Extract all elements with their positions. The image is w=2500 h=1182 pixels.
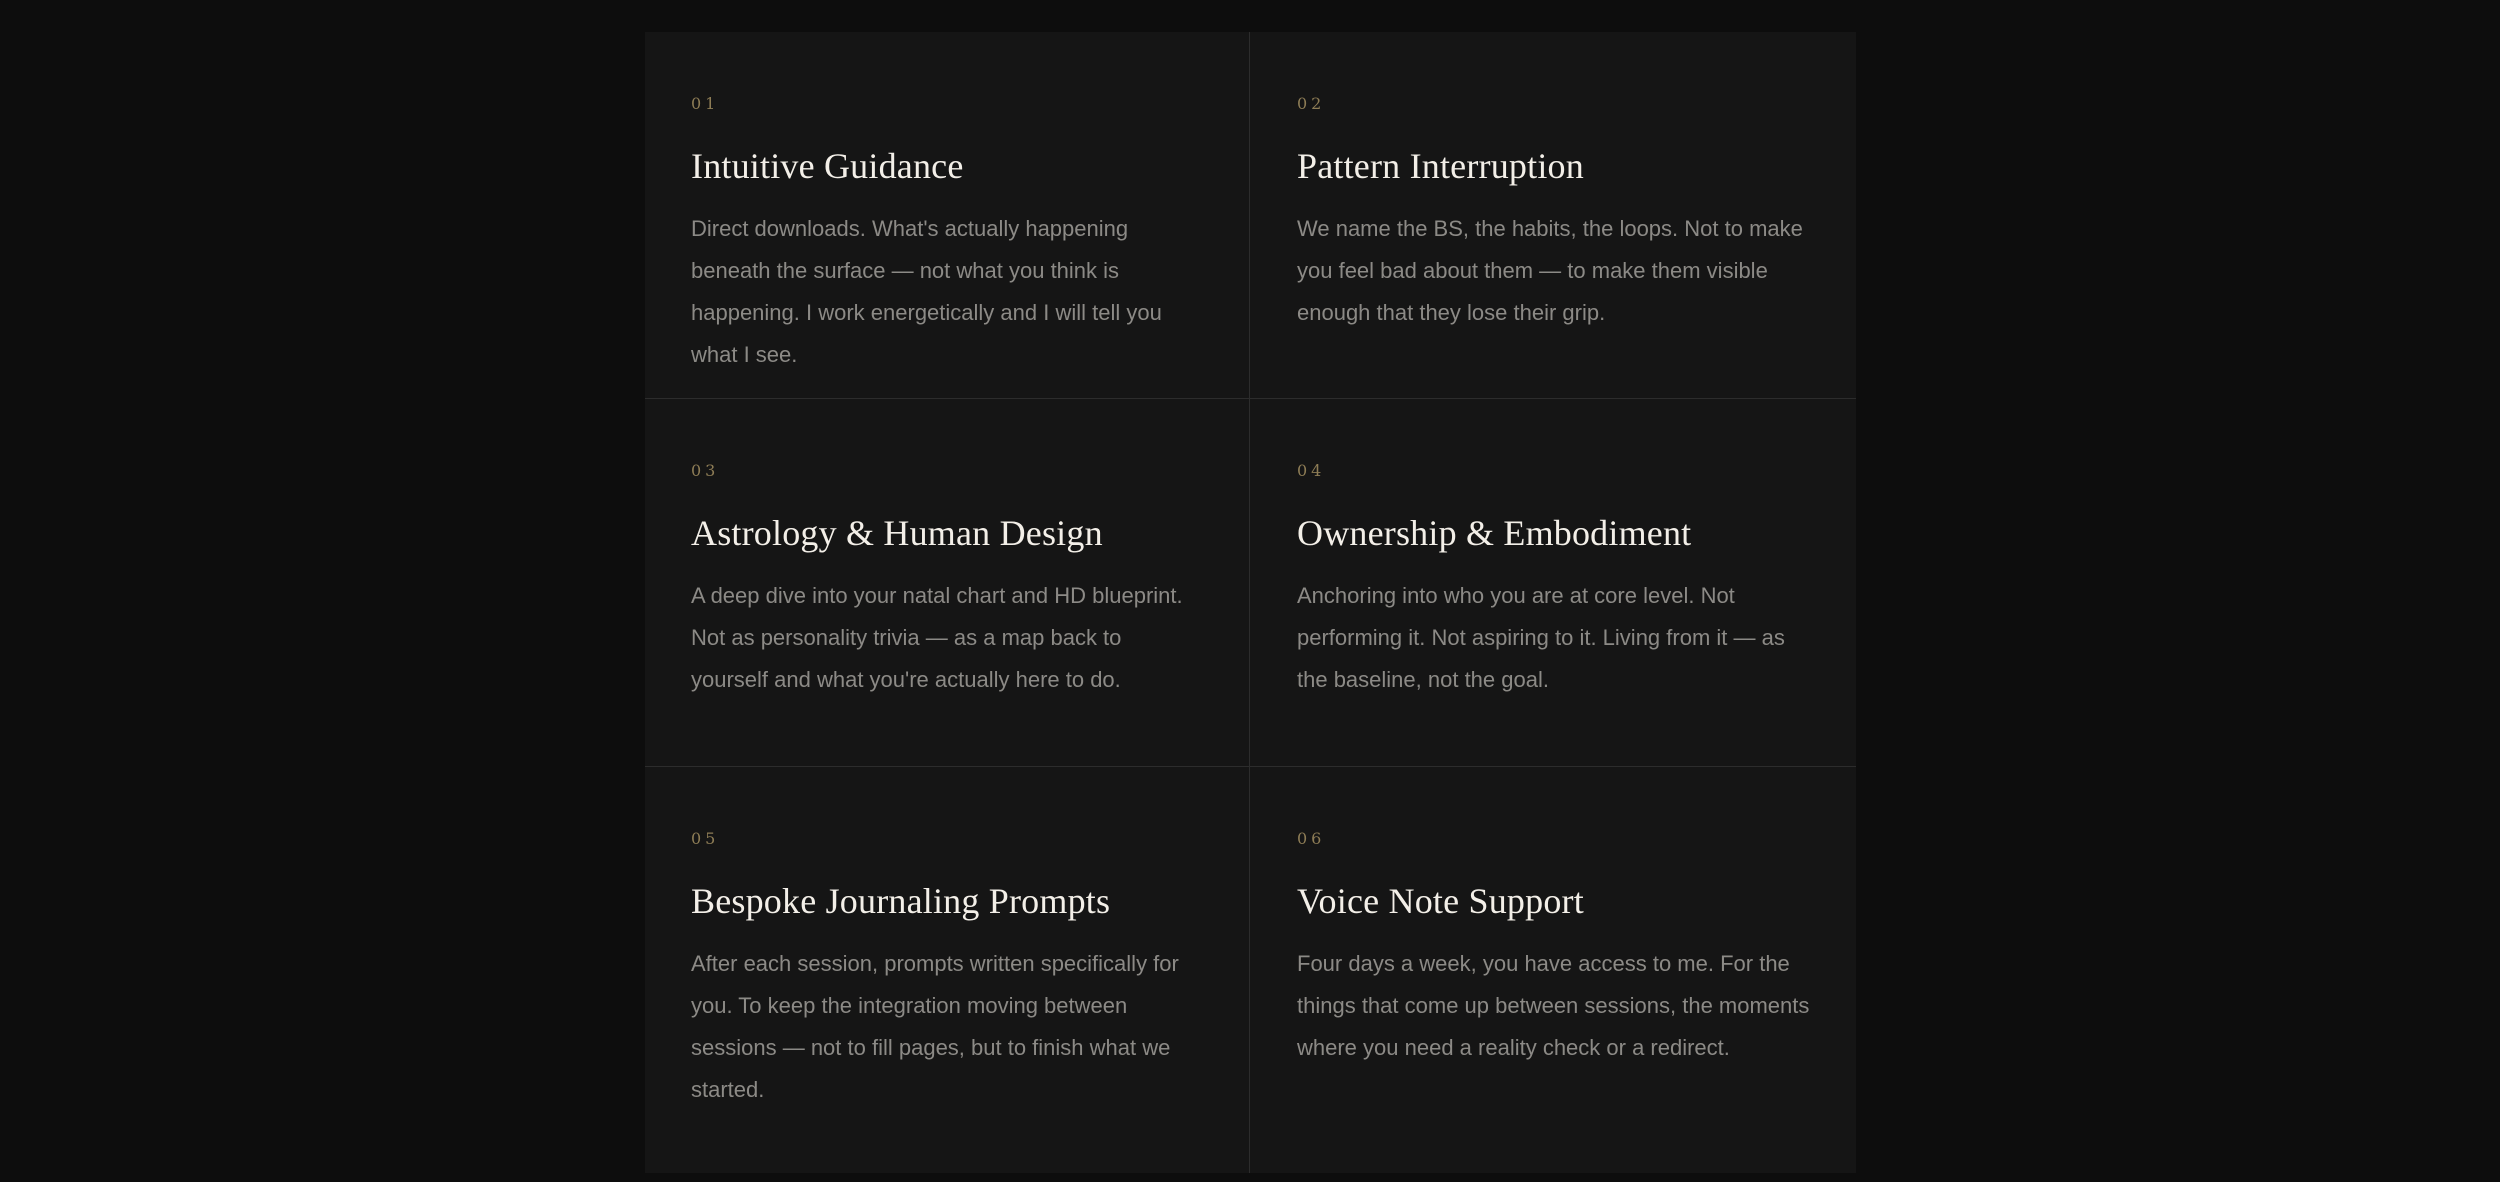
- service-card-astrology-human-design: [645, 399, 1250, 767]
- service-card-pattern-interruption: [1250, 32, 1856, 399]
- services-grid: [645, 32, 1856, 1173]
- service-title: Intuitive Guidance: [691, 146, 964, 186]
- service-card-intuitive-guidance: [645, 32, 1250, 399]
- service-number: 04: [1297, 461, 1326, 480]
- service-description: A deep dive into your natal chart and HD blueprint. Not as personality trivia — as a map back to yourself and what you're actually here to do.: [691, 583, 1183, 692]
- service-title: Voice Note Support: [1297, 881, 1584, 921]
- service-title: Pattern Interruption: [1297, 146, 1584, 186]
- service-description: Four days a week, you have access to me. For the things that come up between sessions, the moments where you need a reality check or a redirect.: [1297, 951, 1810, 1060]
- service-description: After each session, prompts written specifically for you. To keep the integration moving between sessions — not to fill pages, but to finish what we started.: [691, 951, 1179, 1102]
- service-card-bespoke-journaling-prompts: [645, 767, 1250, 1173]
- service-description: Anchoring into who you are at core level. Not performing it. Not aspiring to it. Living from it — as the baseline, not the goal.: [1297, 583, 1785, 692]
- service-number: 03: [691, 461, 720, 480]
- service-description: We name the BS, the habits, the loops. Not to make you feel bad about them — to make them visible enough that they lose their grip.: [1297, 216, 1803, 325]
- service-title: Ownership & Embodiment: [1297, 513, 1692, 553]
- service-number: 06: [1297, 829, 1326, 848]
- service-number: 05: [691, 829, 720, 848]
- service-card-ownership-embodiment: [1250, 399, 1856, 767]
- service-number: 01: [691, 94, 720, 113]
- service-card-voice-note-support: [1250, 767, 1856, 1173]
- service-title: Bespoke Journaling Prompts: [691, 881, 1111, 921]
- service-title: Astrology & Human Design: [691, 513, 1103, 553]
- service-description: Direct downloads. What's actually happening beneath the surface — not what you think is happening. I work energetically and I will tell you what I see.: [691, 216, 1162, 367]
- service-number: 02: [1297, 94, 1326, 113]
